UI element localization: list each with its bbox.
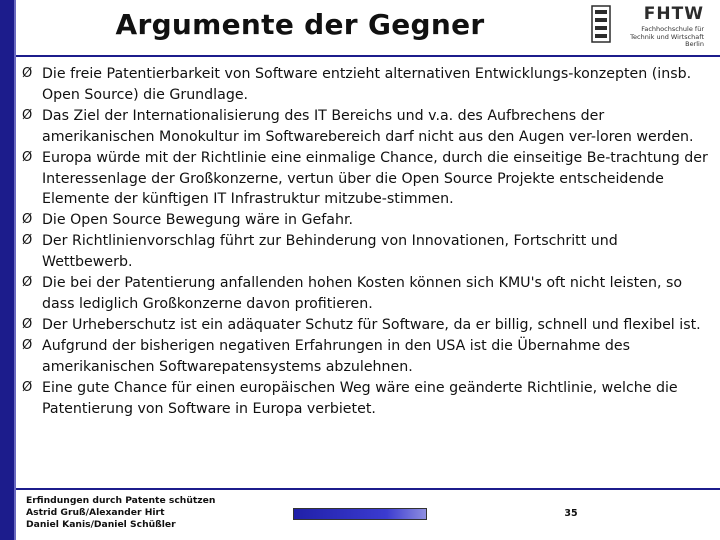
footer-divider: [16, 488, 720, 490]
list-item: [22, 273, 712, 315]
page-number: 35: [564, 508, 578, 519]
logo-line-2: Technik und Wirtschaft: [630, 32, 704, 41]
list-item: [22, 64, 712, 106]
bullet-text: Das Ziel der Internationalisierung des IT Bereichs und v.a. des Aufbrechens der amerikanischen Monokultur im Softwarebereich darf nicht aus den Augen ver-loren werden.: [42, 107, 694, 145]
footer-decorative-bar: [293, 508, 427, 520]
footer-credits: [26, 495, 215, 531]
logo-subtitle: [614, 26, 704, 49]
bullet-arrow-icon: Ø: [22, 66, 33, 81]
fhtw-logo: [590, 4, 704, 52]
bullet-text: Eine gute Chance für einen europäischen Weg wäre eine geänderte Richtlinie, welche die Patentierung von Software in Europa verbietet.: [42, 379, 678, 417]
slide-title: Argumente der Gegner: [115, 8, 485, 41]
footer-authors-1: Astrid Gruß/Alexander Hirt: [26, 507, 165, 518]
left-accent-stripe: [14, 0, 16, 540]
bullet-text: Die bei der Patentierung anfallenden hohen Kosten können sich KMU's oft nicht leisten, so dass lediglich Großkonzerne davon profitieren.: [42, 275, 683, 312]
title-divider: [16, 55, 720, 57]
list-item: [22, 106, 712, 148]
bullet-text: Die freie Patentierbarkeit von Software entzieht alternativen Entwicklungs-konzepten (insb. Open Source) die Grundlage.: [42, 66, 692, 103]
logo-mark-icon: [590, 4, 612, 44]
logo-line-3: Berlin: [685, 40, 704, 48]
bullet-arrow-icon: Ø: [22, 212, 33, 228]
bullet-arrow-icon: Ø: [22, 107, 33, 123]
bullet-arrow-icon: Ø: [22, 379, 33, 395]
bullet-text: Europa würde mit der Richtlinie eine einmalige Chance, durch die einseitige Be-trachtung der Interessenlage der Großkonzerne, vertun über die Open Source Projekte entscheidende Elemente der künftigen IT Infrastruktur mitzube-stimmen.: [42, 149, 708, 208]
list-item: [22, 148, 712, 211]
list-item: [22, 210, 712, 231]
list-item: [22, 378, 712, 420]
bullet-arrow-icon: Ø: [22, 337, 33, 353]
footer-authors-2: Daniel Kanis/Daniel Schüßler: [26, 519, 176, 530]
bullet-arrow-icon: Ø: [22, 233, 33, 249]
bullet-text: Aufgrund der bisherigen negativen Erfahrungen in den USA ist die Übernahme des amerikanischen Softwarepatensystems abzulehnen.: [42, 337, 630, 375]
bullet-list: [22, 64, 712, 419]
bullet-text: Die Open Source Bewegung wäre in Gefahr.: [42, 212, 353, 229]
left-accent-bar: [0, 0, 14, 540]
list-item: [22, 336, 712, 378]
list-item: [22, 231, 712, 273]
bullet-arrow-icon: Ø: [22, 275, 33, 291]
bullet-text: Der Urheberschutz ist ein adäquater Schutz für Software, da er billig, schnell und flexibel ist.: [42, 316, 701, 333]
list-item: [22, 315, 712, 336]
logo-line-1: Fachhochschule für: [641, 25, 704, 33]
bullet-arrow-icon: Ø: [22, 149, 33, 165]
logo-name: FHTW: [643, 4, 704, 24]
bullet-arrow-icon: Ø: [22, 316, 33, 332]
bullet-text: Der Richtlinienvorschlag führt zur Behinderung von Innovationen, Fortschritt und Wettbewerb.: [42, 233, 618, 271]
footer-topic: Erfindungen durch Patente schützen: [26, 495, 216, 506]
